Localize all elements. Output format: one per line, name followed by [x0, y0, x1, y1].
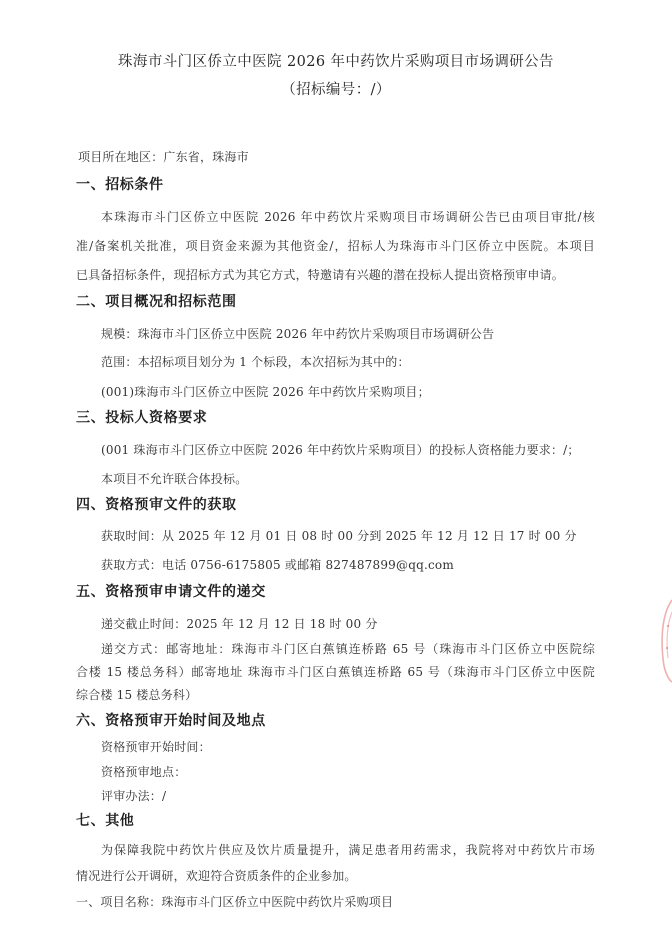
prequalification-start-time: 资格预审开始时间： [101, 740, 211, 754]
other-paragraph-line-1: 为保障我院中药饮片供应及饮片质量提升，满足患者用药需求，我院将对中药饮片市场 [101, 843, 595, 857]
submission-deadline: 递交截止时间：2025 年 12 月 12 日 18 时 00 分 [101, 617, 378, 631]
section-4-heading: 四、资格预审文件的获取 [76, 497, 237, 513]
review-method: 评审办法：/ [101, 789, 167, 803]
submission-method-line-2: 合楼 15 楼总务科）邮寄地址 珠海市斗门区白蕉镇连桥路 65 号（珠海市斗门区侨立中医院 [76, 665, 595, 679]
project-lot: (001)珠海市斗门区侨立中医院 2026 年中药饮片采购项目； [101, 385, 430, 399]
document-acquisition-method: 获取方式：电话 0756-6175805 或邮箱 827487899@qq.com [101, 558, 454, 572]
joint-bid-policy: 本项目不允许联合体投标。 [101, 472, 248, 486]
project-scale: 规模：珠海市斗门区侨立中医院 2026 年中药饮片采购项目市场调研公告 [101, 327, 495, 341]
section-3-heading: 三、投标人资格要求 [76, 410, 208, 426]
section-1-paragraph-line-2: 准/备案机关批准，项目资金来源为其他资金/，招标人为珠海市斗门区侨立中医院。本项目 [76, 239, 595, 253]
project-region: 项目所在地区：广东省，珠海市 [78, 150, 249, 164]
section-5-heading: 五、资格预审申请文件的递交 [76, 584, 266, 600]
section-1-heading: 一、招标条件 [76, 177, 164, 193]
section-7-heading: 七、其他 [76, 813, 135, 829]
section-2-heading: 二、项目概况和招标范围 [76, 294, 237, 310]
project-scope: 范围：本招标项目划分为 1 个标段，本次招标为其中的： [101, 355, 410, 369]
section-1-paragraph-line-3: 已具备招标条件，现招标方式为其它方式，特邀请有兴趣的潜在投标人提出资格预审申请。 [76, 268, 565, 282]
section-6-heading: 六、资格预审开始时间及地点 [76, 713, 266, 729]
prequalification-location: 资格预审地点： [101, 765, 187, 779]
other-paragraph-line-2: 情况进行公开调研，欢迎符合资质条件的企业参加。 [76, 869, 357, 883]
section-1-paragraph-line-1: 本珠海市斗门区侨立中医院 2026 年中药饮片采购项目市场调研公告已由项目审批/核 [101, 210, 595, 224]
official-seal-fragment [658, 596, 672, 684]
document-acquisition-time: 获取时间：从 2025 年 12 月 01 日 08 时 00 分到 2025 年 12 月 12 日 17 时 00 分 [101, 529, 577, 543]
submission-method-line-3: 综合楼 15 楼总务科） [76, 688, 198, 702]
tender-number: （招标编号：/） [281, 82, 391, 98]
project-name-item: 一、项目名称：珠海市斗门区侨立中医院中药饮片采购项目 [76, 895, 394, 909]
bidder-requirements: (001 珠海市斗门区侨立中医院 2026 年中药饮片采购项目）的投标人资格能力要求：/； [101, 443, 580, 457]
submission-method-line-1: 递交方式：邮寄地址：珠海市斗门区白蕉镇连桥路 65 号（珠海市斗门区侨立中医院综 [101, 642, 595, 656]
document-title: 珠海市斗门区侨立中医院 2026 年中药饮片采购项目市场调研公告 [118, 54, 554, 70]
